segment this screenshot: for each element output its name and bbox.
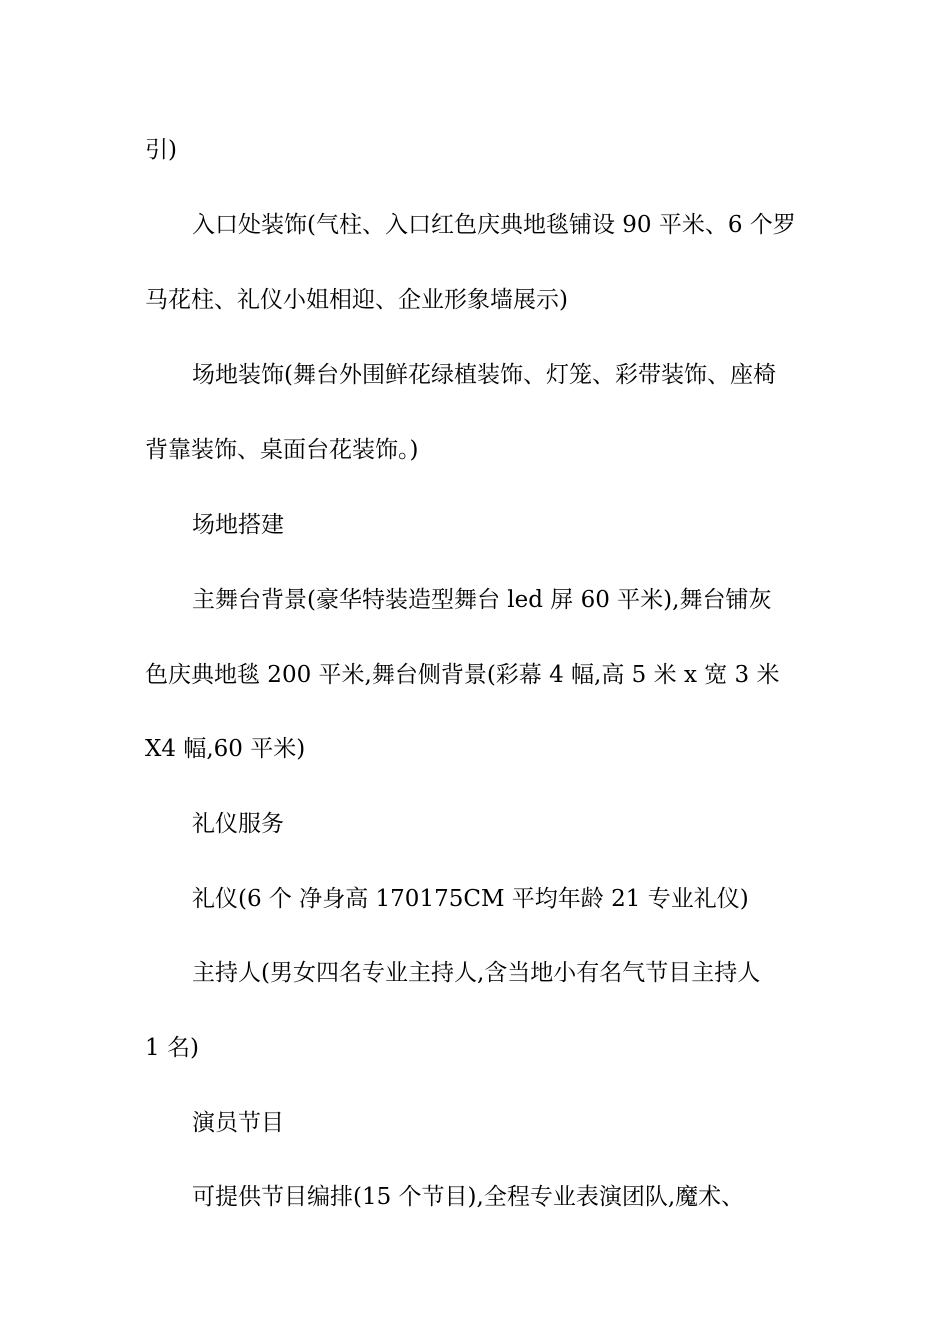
text-line-14: 演员节目 xyxy=(192,1110,284,1136)
text-line-4: 场地装饰(舞台外围鲜花绿植装饰、灯笼、彩带装饰、座椅 xyxy=(192,362,776,388)
text-line-7: 主舞台背景(豪华特装造型舞台 led 屏 60 平米),舞台铺灰 xyxy=(192,587,772,613)
text-line-5: 背靠装饰、桌面台花装饰。) xyxy=(145,437,419,463)
text-line-2: 入口处装饰(气柱、入口红色庆典地毯铺设 90 平米、6 个罗 xyxy=(192,212,796,238)
text-line-15: 可提供节目编排(15 个节目),全程专业表演团队,魔术、 xyxy=(192,1184,745,1210)
text-line-9: X4 幅,60 平米) xyxy=(145,736,306,762)
text-line-11: 礼仪(6 个 净身高 170175CM 平均年龄 21 专业礼仪) xyxy=(192,886,749,912)
text-line-1: 引) xyxy=(145,137,177,163)
text-line-12: 主持人(男女四名专业主持人,含当地小有名气节目主持人 xyxy=(192,960,761,986)
text-line-8: 色庆典地毯 200 平米,舞台侧背景(彩幕 4 幅,高 5 米 x 宽 3 米 xyxy=(145,662,780,688)
text-line-6: 场地搭建 xyxy=(192,512,284,538)
text-line-13: 1 名) xyxy=(145,1035,199,1061)
text-line-3: 马花柱、礼仪小姐相迎、企业形象墙展示) xyxy=(145,287,568,313)
text-line-10: 礼仪服务 xyxy=(192,811,284,837)
